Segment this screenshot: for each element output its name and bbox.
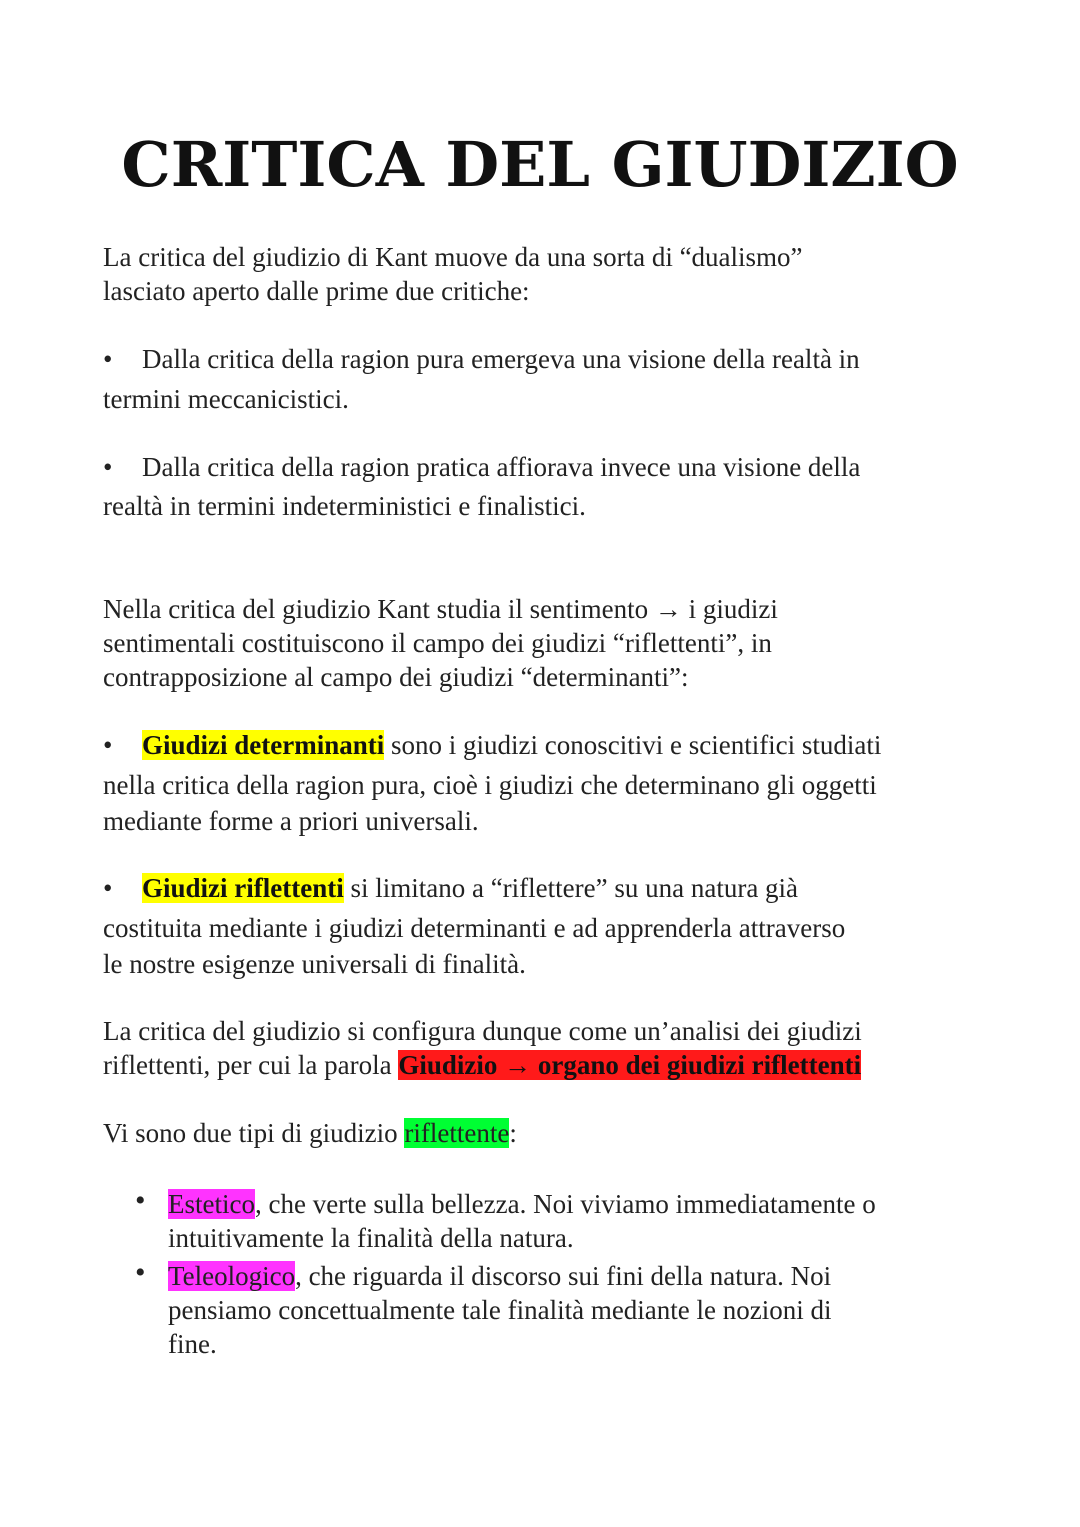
highlight-magenta: Estetico (168, 1189, 255, 1219)
bullet-icon: • (103, 344, 113, 374)
bullet-text: Dalla critica della ragion pura emergeva una visione della realtà in (142, 344, 860, 374)
bullet-item (103, 871, 798, 905)
bullet-item (103, 450, 860, 484)
list-text: intuitivamente la finalità della natura. (168, 1223, 574, 1253)
types-intro (103, 1116, 517, 1150)
paragraph-text: Vi sono due tipi di giudizio (103, 1118, 405, 1148)
bullet-text: termini meccanicistici. (103, 384, 349, 414)
highlight-yellow: Giudizi determinanti (142, 730, 385, 760)
bullet-icon: • (135, 1184, 146, 1217)
list-text: , che verte sulla bellezza. Noi viviamo immediatamente o (254, 1189, 876, 1219)
paragraph-text: : (509, 1118, 517, 1148)
list-item (168, 1259, 831, 1293)
list-text: , che riguarda il discorso sui fini della natura. Noi (295, 1261, 832, 1291)
list-text: pensiamo concettualmente tale finalità mediante le nozioni di (168, 1295, 832, 1325)
list-item (168, 1187, 876, 1221)
bullet-item (103, 728, 881, 762)
list-text: fine. (168, 1329, 217, 1359)
bullet-text: mediante forme a priori universali. (103, 806, 479, 836)
highlight-magenta: Teleologico (168, 1261, 296, 1291)
bullet-text: si limitano a “riflettere” su una natura già (343, 873, 799, 903)
page-title: CRITICA DEL GIUDIZIO (121, 128, 959, 201)
highlight-red: Giudizio → organo dei giudizi riflettenti (398, 1050, 862, 1080)
highlight-green: riflettente (404, 1118, 510, 1148)
bullet-icon: • (103, 730, 113, 760)
bullet-text: le nostre esigenze universali di finalità. (103, 949, 526, 979)
bullet-text: realtà in termini indeterministici e finalistici. (103, 491, 586, 521)
bullet-text: nella critica della ragion pura, cioè i giudizi che determinano gli oggetti (103, 770, 877, 800)
intro-line: lasciato aperto dalle prime due critiche: (103, 276, 530, 306)
paragraph-line: Nella critica del giudizio Kant studia il sentimento → i giudizi (103, 594, 778, 624)
paragraph-line: contrapposizione al campo dei giudizi “determinanti”: (103, 662, 689, 692)
bullet-text: costituita mediante i giudizi determinanti e ad apprenderla attraverso (103, 913, 846, 943)
bullet-icon: • (135, 1256, 146, 1289)
paragraph-line (103, 1048, 861, 1082)
bullet-item (103, 342, 860, 376)
intro-line: La critica del giudizio di Kant muove da una sorta di “dualismo” (103, 242, 803, 272)
highlight-yellow: Giudizi riflettenti (142, 873, 344, 903)
paragraph-text: riflettenti, per cui la parola (103, 1050, 399, 1080)
bullet-text: Dalla critica della ragion pratica affiorava invece una visione della (142, 452, 861, 482)
paragraph-line: La critica del giudizio si configura dunque come un’analisi dei giudizi (103, 1016, 862, 1046)
bullet-text: sono i giudizi conoscitivi e scientifici studiati (384, 730, 882, 760)
bullet-icon: • (103, 452, 113, 482)
paragraph-line: sentimentali costituiscono il campo dei giudizi “riflettenti”, in (103, 628, 772, 658)
bullet-icon: • (103, 873, 113, 903)
